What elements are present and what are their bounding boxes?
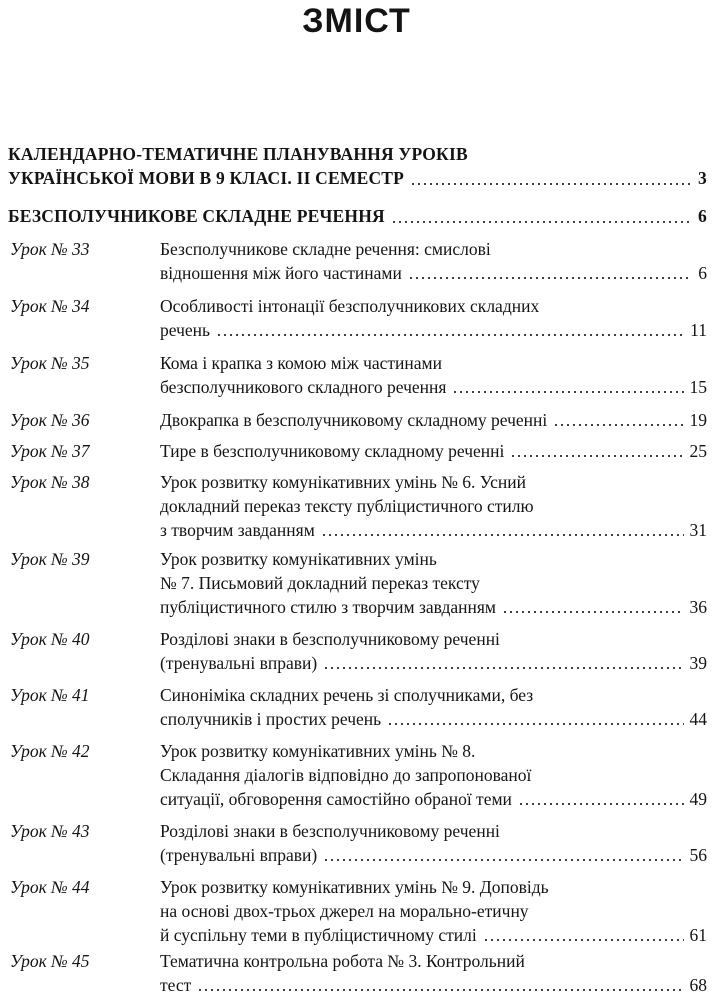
lesson-label: Урок № 43 (10, 821, 90, 841)
lesson-title-text: Урок розвитку комунікативних умінь № 9. Доповідь (160, 877, 549, 897)
leader-dots (452, 391, 683, 393)
page-number: 61 (689, 925, 707, 945)
page-title: ЗМІСТ (302, 2, 411, 40)
leader-dots (197, 989, 683, 991)
lesson-title-line (160, 262, 707, 284)
lesson-label: Урок № 41 (10, 685, 90, 705)
lesson-title-text: Синоніміка складних речень зі сполучниками, без (160, 685, 534, 705)
lesson-title-text: Безсполучникове складне речення: смислові (160, 239, 491, 259)
lesson-title-line (160, 238, 707, 260)
lesson-label: Урок № 38 (10, 472, 90, 492)
section-heading-line (8, 205, 707, 227)
lesson-title-line (160, 471, 707, 493)
page-number: 3 (698, 168, 707, 188)
leader-dots (391, 221, 692, 223)
lesson-title-text: відношення між його частинами (160, 263, 402, 283)
lesson-title-line (160, 820, 707, 842)
section-heading-text: БЕЗСПОЛУЧНИКОВЕ СКЛАДНЕ РЕЧЕННЯ (8, 206, 385, 226)
lesson-title-line (160, 376, 707, 398)
lesson-title-text: Особливості інтонації безсполучникових складних (160, 296, 540, 316)
leader-dots (483, 939, 684, 941)
lesson-title-line (160, 440, 707, 462)
lesson-title-text: ситуації, обговорення самостійно обраної теми (160, 789, 512, 809)
lesson-title-line (160, 924, 707, 946)
lesson-title-text: докладний переказ тексту публіцистичного стилю (160, 496, 534, 516)
lesson-label: Урок № 34 (10, 296, 90, 316)
page-number: 6 (698, 263, 707, 283)
lesson-title-text: безсполучникового складного речення (160, 377, 447, 397)
leader-dots (321, 534, 684, 536)
lesson-title-line (160, 596, 707, 618)
lesson-title-text: (тренувальні вправи) (160, 845, 318, 865)
lesson-title-line (160, 900, 707, 922)
lesson-label: Урок № 36 (10, 410, 90, 430)
page-number: 11 (690, 320, 707, 340)
page-number: 44 (689, 709, 707, 729)
page-number: 15 (689, 377, 707, 397)
section-heading-text: УКРАЇНСЬКОЇ МОВИ В 9 КЛАСІ. II СЕМЕСТР (8, 168, 405, 188)
page-number: 39 (689, 653, 707, 673)
leader-dots (387, 723, 683, 725)
lesson-title-text: Двокрапка в безсполучниковому складному реченні (160, 410, 548, 430)
leader-dots (553, 424, 683, 426)
lesson-title-text: й суспільну теми в публіцистичному стилі (160, 925, 477, 945)
lesson-title-text: Урок розвитку комунікативних умінь (160, 549, 437, 569)
lesson-title-text: Тематична контрольна робота № 3. Контрольний (160, 951, 525, 971)
page-number: 31 (689, 520, 707, 540)
page-number: 68 (689, 975, 707, 995)
lesson-title-line (160, 876, 707, 898)
lesson-label: Урок № 40 (10, 629, 90, 649)
lesson-title-line (160, 652, 707, 674)
leader-dots (323, 667, 683, 669)
section-heading-line (8, 167, 707, 189)
leader-dots (323, 859, 683, 861)
lesson-title-text: тест (160, 975, 192, 995)
lesson-title-line (160, 684, 707, 706)
leader-dots (216, 334, 684, 336)
lesson-title-text: Тире в безсполучниковому складному реченні (160, 441, 505, 461)
page-number: 6 (698, 206, 707, 226)
lesson-title-text: Урок розвитку комунікативних умінь № 6. Усний (160, 472, 526, 492)
page-number: 56 (689, 845, 707, 865)
section-heading-line (8, 143, 707, 165)
section-heading-text: КАЛЕНДАРНО-ТЕМАТИЧНЕ ПЛАНУВАННЯ УРОКІВ (8, 144, 468, 164)
lesson-title-line (160, 708, 707, 730)
lesson-label: Урок № 39 (10, 549, 90, 569)
lesson-title-line (160, 628, 707, 650)
page-number: 49 (689, 789, 707, 809)
lesson-label: Урок № 35 (10, 353, 90, 373)
lesson-title-line (160, 572, 707, 594)
lesson-label: Урок № 37 (10, 441, 90, 461)
page-number: 36 (689, 597, 707, 617)
lesson-title-text: Урок розвитку комунікативних умінь № 8. (160, 741, 476, 761)
lesson-title-text: публіцистичного стилю з творчим завданням (160, 597, 496, 617)
lesson-label: Урок № 33 (10, 239, 90, 259)
lesson-title-text: Кома і крапка з комою між частинами (160, 353, 442, 373)
lesson-title-line (160, 295, 707, 317)
lesson-title-line (160, 409, 707, 431)
lesson-title-line (160, 740, 707, 762)
lesson-title-line (160, 352, 707, 374)
lesson-title-text: (тренувальні вправи) (160, 653, 318, 673)
lesson-title-text: сполучників і простих речень (160, 709, 382, 729)
lesson-title-line (160, 548, 707, 570)
lesson-title-text: Складання діалогів відповідно до запропонованої (160, 765, 532, 785)
lesson-title-line (160, 319, 707, 341)
lesson-title-text: з творчим завданням (160, 520, 315, 540)
lesson-title-text: № 7. Письмовий докладний переказ тексту (160, 573, 480, 593)
leader-dots (518, 803, 684, 805)
lesson-title-line (160, 974, 707, 996)
lesson-title-text: речень (160, 320, 210, 340)
lesson-title-line (160, 764, 707, 786)
page-number: 25 (689, 441, 707, 461)
leader-dots (502, 611, 684, 613)
lesson-title-line (160, 844, 707, 866)
lesson-title-line (160, 519, 707, 541)
lesson-title-line (160, 788, 707, 810)
lesson-title-line (160, 950, 707, 972)
lesson-title-text: на основі двох-трьох джерел на морально-етичну (160, 901, 529, 921)
lesson-title-line (160, 495, 707, 517)
lesson-label: Урок № 42 (10, 741, 90, 761)
leader-dots (510, 455, 683, 457)
lesson-label: Урок № 45 (10, 951, 90, 971)
lesson-title-text: Розділові знаки в безсполучниковому реченні (160, 821, 500, 841)
page-number: 19 (689, 410, 707, 430)
leader-dots (410, 183, 692, 185)
leader-dots (408, 277, 692, 279)
lesson-label: Урок № 44 (10, 877, 90, 897)
lesson-title-text: Розділові знаки в безсполучниковому реченні (160, 629, 500, 649)
